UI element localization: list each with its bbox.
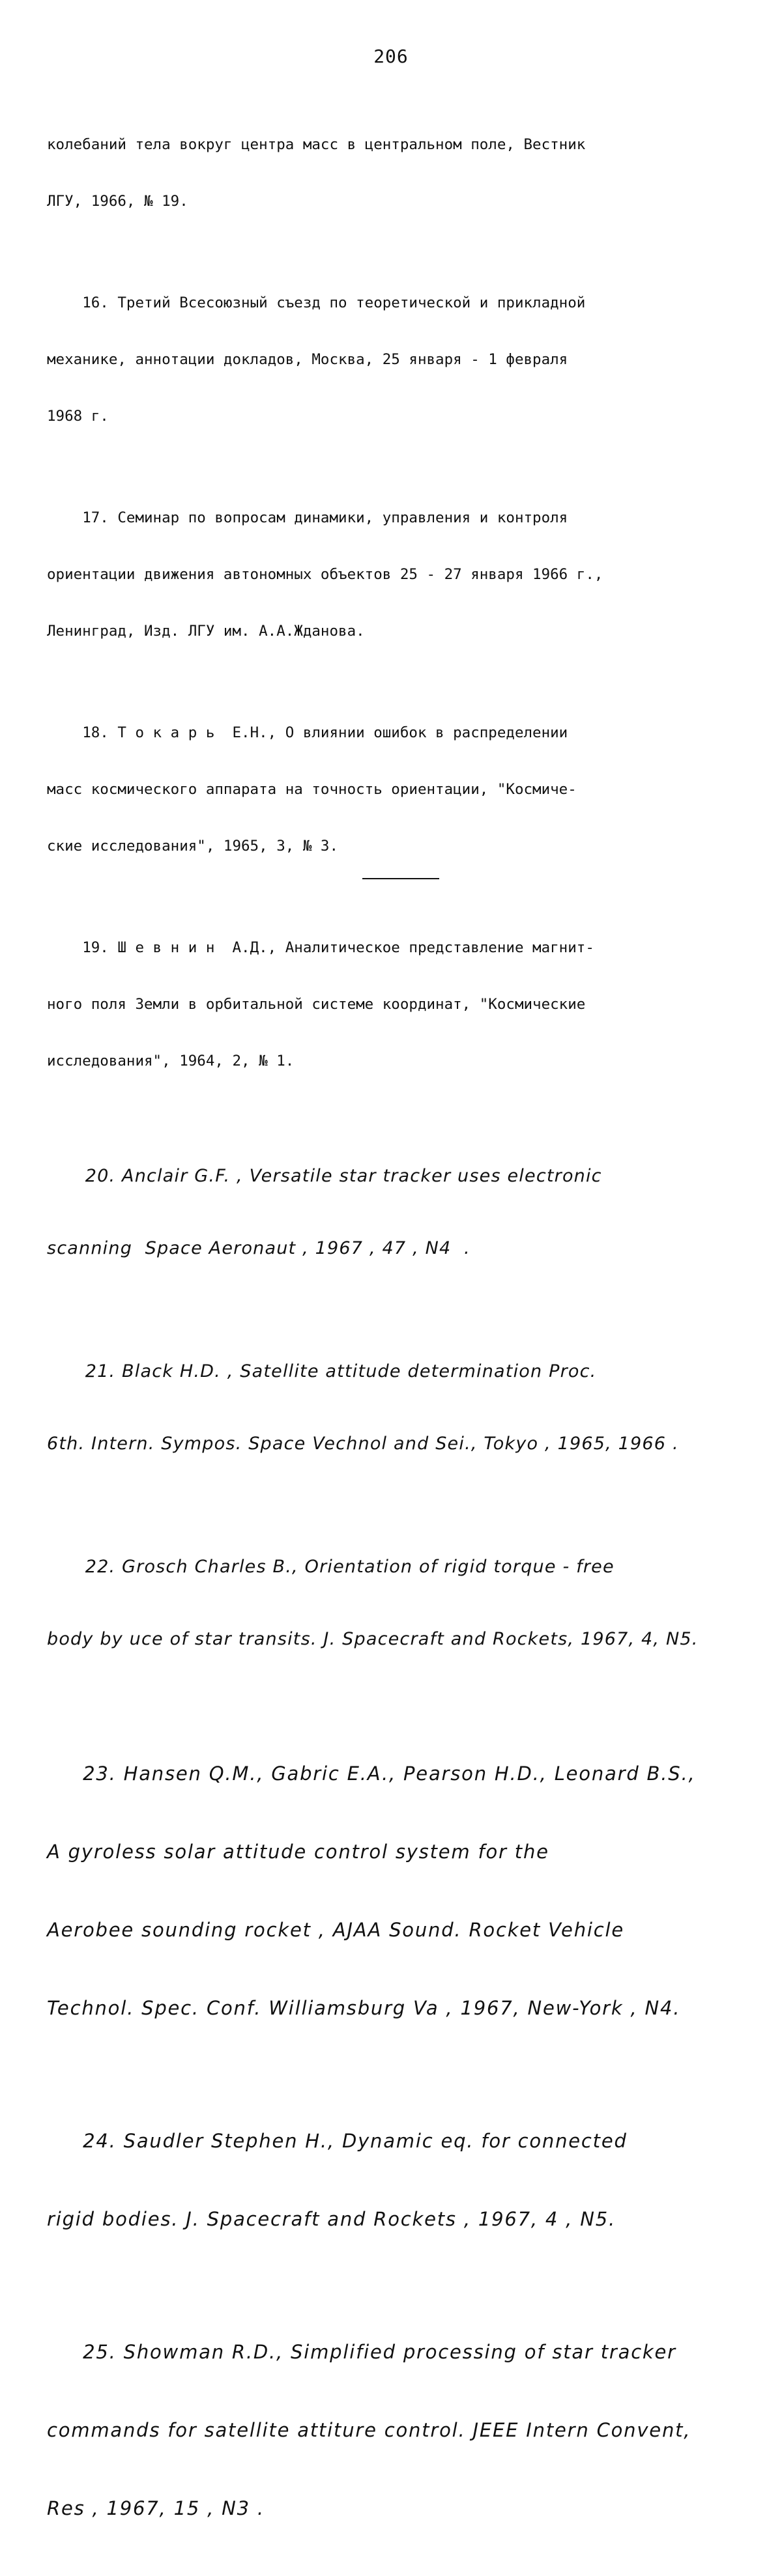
reference-line: 20. Anclair G.F. , Versatile star tracker uses electronic: [47, 1166, 602, 1186]
reference-line: масс космического аппарата на точность ориентации, "Космиче-: [47, 781, 577, 798]
reference-line: 21. Black H.D. , Satellite attitude determination Proc.: [47, 1361, 597, 1381]
reference-entry: [47, 1116, 725, 1309]
reference-line: commands for satellite attiture control. JEEE Intern Convent,: [47, 2419, 691, 2441]
reference-line: 17. Семинар по вопросам динамики, управления и контроля: [47, 509, 568, 526]
reference-line: 16. Третий Всесоюзный съезд по теоретической и прикладной: [47, 294, 586, 311]
reference-entry: [47, 471, 725, 679]
reference-line: rigid bodies. J. Spacecraft and Rockets , 1967, 4 , N5.: [47, 2208, 616, 2230]
reference-list: [47, 98, 725, 2576]
reference-line: механике, аннотации докладов, Москва, 25 января - 1 февраля: [47, 351, 568, 368]
reference-entry: [47, 98, 725, 249]
reference-line: 23. Hansen Q.M., Gabric E.A., Pearson H.D., Leonard B.S.,: [47, 1762, 696, 1785]
reference-line: body by uce of star transits. J. Spacecraft and Rockets, 1967, 4, N5.: [47, 1629, 699, 1649]
reference-line: 6th. Intern. Sympos. Space Vechnol and Sei., Tokyo , 1965, 1966 .: [47, 1434, 679, 1454]
reference-line: 25. Showman R.D., Simplified processing of star tracker: [47, 2341, 676, 2363]
reference-line: 22. Grosch Charles B., Orientation of rigid torque - free: [47, 1557, 615, 1577]
reference-line: ного поля Земли в орбитальной системе координат, "Космические: [47, 996, 586, 1013]
reference-entry: [47, 256, 725, 464]
reference-entry: [47, 2076, 725, 2284]
reference-line: A gyroless solar attitude control system for the: [47, 1841, 549, 1863]
reference-line: колебаний тела вокруг центра масс в центральном поле, Вестник: [47, 136, 586, 153]
reference-line: ЛГУ, 1966, № 19.: [47, 193, 188, 210]
reference-entry: [47, 2287, 725, 2573]
end-rule: [362, 878, 439, 879]
reference-entry: [47, 1311, 725, 1504]
reference-line: Technol. Spec. Conf. Williamsburg Va , 1967, New-York , N4.: [47, 1997, 681, 2019]
reference-line: ориентации движения автономных объектов 25 - 27 января 1966 г.,: [47, 566, 603, 583]
reference-entry: [47, 1507, 725, 1699]
page-number: 206: [373, 46, 409, 67]
reference-line: исследования", 1964, 2, № 1.: [47, 1053, 295, 1069]
reference-line: 19. Ш е в н и н А.Д., Аналитическое представление магнит-: [47, 939, 594, 956]
reference-line: Res , 1967, 15 , N3 .: [47, 2497, 265, 2519]
reference-entry: [47, 1708, 725, 2073]
reference-line: 24. Saudler Stephen H., Dynamic eq. for connected: [47, 2130, 628, 2152]
reference-line: 1968 г.: [47, 408, 109, 425]
reference-entry: [47, 901, 725, 1109]
reference-line: 18. Т о к а р ь Е.Н., О влиянии ошибок в распределении: [47, 724, 568, 741]
reference-line: scanning Space Aeronaut , 1967 , 47 , N4 .: [47, 1238, 471, 1258]
reference-entry: [47, 686, 725, 894]
reference-line: Ленинград, Изд. ЛГУ им. А.А.Жданова.: [47, 623, 365, 640]
reference-line: ские исследования", 1965, 3, № 3.: [47, 838, 339, 855]
reference-line: Aerobee sounding rocket , AJAA Sound. Rocket Vehicle: [47, 1919, 624, 1941]
